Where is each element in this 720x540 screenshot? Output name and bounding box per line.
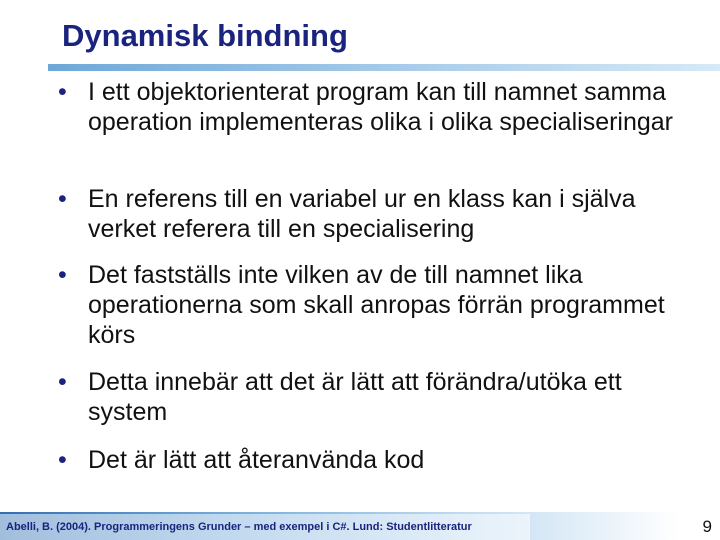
bullet-icon: •	[58, 261, 67, 289]
footer-citation: Abelli, B. (2004). Programmeringens Grunder – med exempel i C#. Lund: Studentlitteratur	[6, 521, 472, 533]
bullet-text: Det är lätt att återanvända kod	[88, 446, 425, 474]
bullet-icon: •	[58, 368, 67, 396]
bullet-text: Det fastställs inte vilken av de till namnet lika operationerna som skall anropas förrän programmet körs	[88, 261, 665, 349]
slide-title: Dynamisk bindning	[62, 18, 348, 53]
bullet-icon: •	[58, 78, 67, 106]
bullet-icon: •	[58, 446, 67, 474]
bullet-text: I ett objektorienterat program kan till namnet samma operation implementeras olika i olika specialiseringar	[88, 78, 674, 136]
bullet-text: En referens till en variabel ur en klass kan i själva verket referera till en specialisering	[88, 185, 636, 243]
page-number: 9	[702, 517, 712, 536]
title-underline	[48, 64, 720, 71]
bullet-icon: •	[58, 185, 67, 213]
bullet-text: Detta innebär att det är lätt att förändra/utöka ett system	[88, 368, 622, 426]
